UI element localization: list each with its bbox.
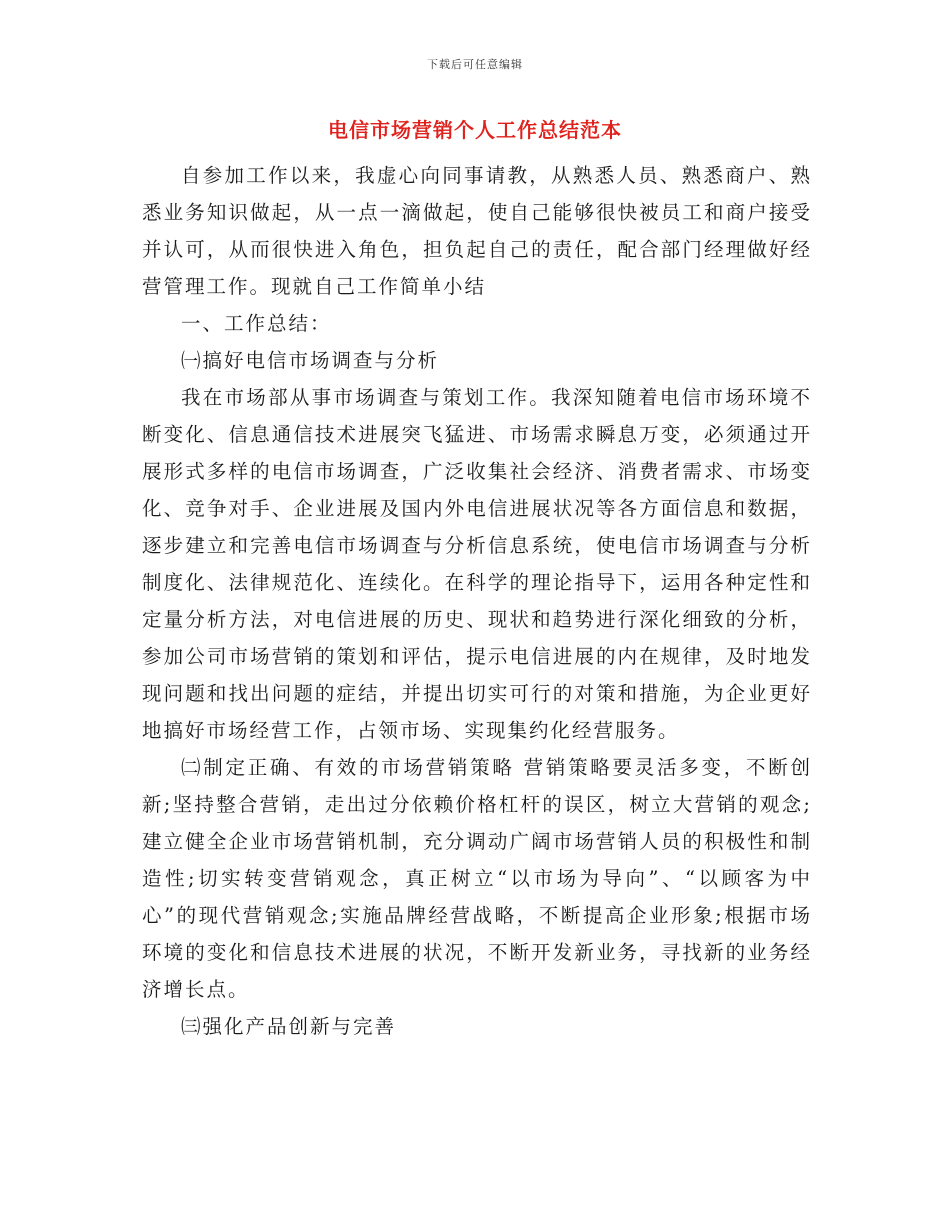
subsection-heading-product-innovation: ㈢强化产品创新与完善 bbox=[181, 1015, 397, 1038]
document-body bbox=[142, 157, 812, 1045]
page-header-note: 下载后可任意编辑 bbox=[427, 58, 523, 71]
subsection-heading-market-research: ㈠搞好电信市场调查与分析 bbox=[181, 349, 440, 372]
section-heading-work-summary: 一、工作总结： bbox=[181, 312, 332, 335]
paragraph-market-research: 我在市场部从事市场调查与策划工作。我深知随着电信市场环境不断变化、信息通信技术进展突飞猛进、市场需求瞬息万变，必须通过开展形式多样的电信市场调查，广泛收集社会经济、消费者需求、市场变化、竞争对手、企业进展及国内外电信进展状况等各方面信息和数据，逐步建立和完善电信市场调查与分析信息系统，使电信市场调查与分析制度化、法律规范化、连续化。在科学的理论指导下，运用各种定性和定量分析方法，对电信进展的历史、现状和趋势进行深化细致的分析，参加公司市场营销的策划和评估，提示电信进展的内在规律，及时地发现问题和找出问题的症结，并提出切实可行的对策和措施，为企业更好地搞好市场经营工作，占领市场、实现集约化经营服务。 bbox=[142, 386, 812, 742]
paragraph-intro: 自参加工作以来，我虚心向同事请教，从熟悉人员、熟悉商户、熟悉业务知识做起，从一点一滴做起，使自己能够很快被员工和商户接受并认可，从而很快进入角色，担负起自己的责任，配合部门经理做好经营管理工作。现就自己工作简单小结 bbox=[142, 164, 812, 298]
paragraph-marketing-strategy: ㈡制定正确、有效的市场营销策略 营销策略要灵活多变，不断创新;坚持整合营销，走出过分依赖价格杠杆的误区，树立大营销的观念;建立健全企业市场营销机制，充分调动广阔市场营销人员的积极性和制造性;切实转变营销观念，真正树立“以市场为导向”、“以顾客为中心”的现代营销观念;实施品牌经营战略，不断提高企业形象;根据市场环境的变化和信息技术进展的状况，不断开发新业务，寻找新的业务经济增长点。 bbox=[142, 756, 812, 1001]
document-title: 电信市场营销个人工作总结范本 bbox=[328, 118, 622, 142]
